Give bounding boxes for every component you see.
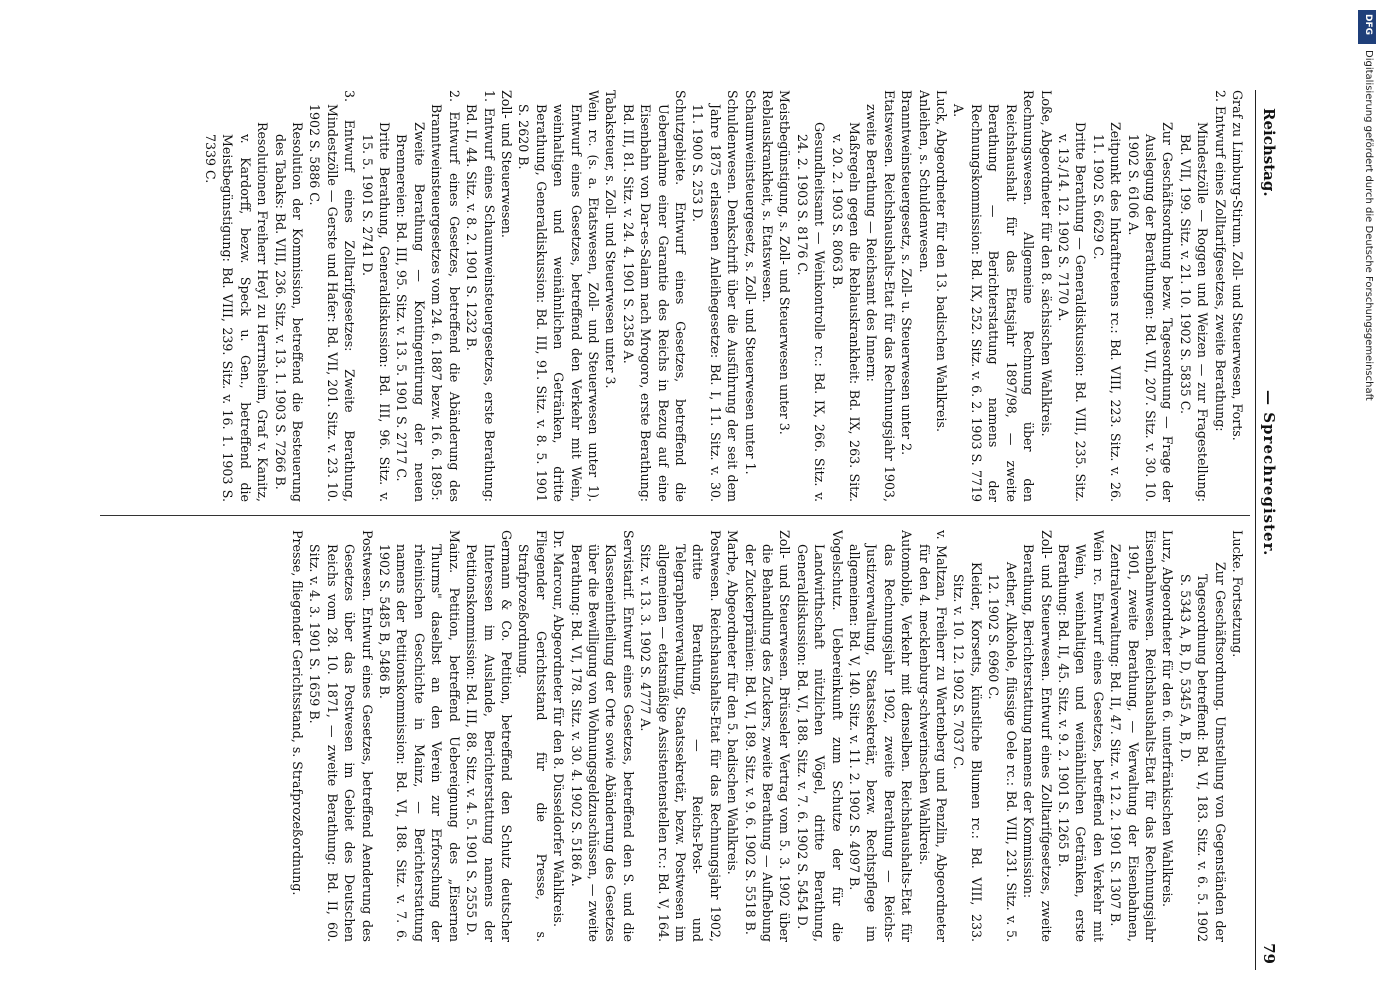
register-entry: 2. Entwurf eines Gesetzes, betreffend die Abänderung des Branntweinsteuergesetzes vom 24. 6. 1887 bezw. 16. 6. 1895: [429, 90, 462, 502]
register-entry: Resolutionen Freiherr Heyl zu Herrnsheim, Graf v. Kanitz, v. Kardorff, bezw. Speck u. Gen., betreffend die Meistbegünstigung: Bd. VIII, 239. Sitz. v. 16. 1. 1903 S. 7339 C. [203, 122, 271, 502]
right-column [96, 530, 1246, 942]
register-entry: Tabaksteuer, s. Zoll- und Steuerwesen unter 3. [603, 90, 619, 389]
register-entry: Wein rc. (s. a. Etatswesen, Zoll- und Steuerwesen unter 1). Entwurf eines Gesetzes, betreffend den Verkehr mit Wein, weinhaltigen und weinähnlichen Getränken, dritte Berathung, Generaldiskussion: Bd. III, 91. Sitz. v. 8. 5. 1901 S. 2620 B. [516, 90, 601, 502]
register-entry: Zweite Berathung — Kontingentirung der neuen Brennereien: Bd. III, 95. Sitz. v. 13. 5. 1901 S. 2717 C. [394, 122, 427, 502]
register-entry: Gesundheitsamt — Weinkontrolle rc.: Bd. IX, 266. Sitz. v. 24. 2. 1903 S. 8176 C. [794, 122, 828, 502]
register-entry: Vogelschutz. Uebereinkunft zum Schutze der für die Landwirthschaft nützlichen Vögel, dritte Berathung, Generaldiskussion: Bd. VI, 188. Sitz. v. 7. 6. 1902 S. 5454 D. [794, 530, 845, 942]
register-entry: v. Maltzan, Freiherr zu Wartenberg und Penzlin, Abgeordneter für den 4. mecklenburg-schwerinschen Wahlkreis. [916, 530, 950, 942]
register-entry: Dr. Marcour, Abgeordneter für den 8. Düsseldorfer Wahlkreis. [551, 530, 567, 927]
credit-text: Digitalisierung gefördert durch die Deutsche Forschungsgemeinschaft [1363, 50, 1374, 401]
register-entry: Branntweinsteuergesetz, s. Zoll- u. Steuerwesen unter 2. [899, 90, 915, 456]
register-entry: Postwesen. Entwurf eines Gesetzes, betreffend Aenderung des Gesetzes über das Postwesen im Gebiet des Deutschen Reichs vom 28. 10. 1871, — zweite Berathung: Bd. II, 60. Sitz. v. 4. 3. 1901 S. 1659 B. [307, 530, 375, 942]
register-entry: Zeitpunkt des Inkrafttretens rc.: Bd. VIII, 223. Sitz. v. 26. 11. 1902 S. 6629 C. [1090, 122, 1124, 502]
register-entry: Schaumweinsteuergesetz, s. Zoll- und Steuerwesen unter 1. [742, 90, 758, 475]
register-entry: Dritte Berathung — Generaldiskussion: Bd. VIII, 235. Sitz. v. 13./14. 12. 1902 S. 7170 A. [1055, 122, 1089, 502]
register-entry: Marbe, Abgeordneter für den 5. badischen Wahlkreis. [725, 530, 741, 875]
register-entry: Zoll- und Steuerwesen. Entwurf eines Zolltarifgesetzes, zweite Berathung, Berichterstattung namens der Kommission: [1021, 530, 1054, 942]
running-header [1255, 90, 1280, 970]
register-entry: Maßregeln gegen die Reblauskrankheit: Bd. IX, 263. Sitz. v. 20. 2. 1903 S. 8063 B. [829, 122, 863, 502]
register-entry: Resolution der Kommission, betreffend die Besteuerung des Tabaks: Bd. VIII, 236. Sitz. v. 13. 1. 1903 S. 7266 B. [272, 122, 306, 502]
register-entry: 3. Entwurf eines Zolltarifgesetzes: Zweite Berathung, Mindestzölle — Gerste und Hafer: Bd. VII, 201. Sitz. v. 23. 10. 1902 S. 5886 C. [307, 90, 358, 502]
register-entry: Presse, fliegender Gerichtsstand, s. Strafprozeßordnung. [290, 530, 306, 896]
register-entry: Wein rc. Entwurf eines Gesetzes, betreffend den Verkehr mit Wein, weinhaltigen und weinähnlichen Getränken, erste Berathung: Bd. II, 45. Sitz. v. 9. 2. 1901 S. 1265 B. [1055, 530, 1106, 942]
register-entry: Zur Geschäftsordnung bezw. Tagesordnung — Frage der Auslegung der Berathungen: Bd. VII, 207. Sitz. v. 30. 10. 1902 S. 6106 A. [1125, 122, 1176, 502]
register-entry: Mainz. Petition, betreffend Uebereignung des „Eisernen Thurms" daselbst an den Verein zur Erforschung der rheinischen Geschichte in Mainz, — Berichterstattung namens der Petitionskommission: Bd. VI, 188. Sitz. v. 7. 6. 1902 S. 5485 B, 5486 B. [377, 530, 462, 942]
digitization-credit [1356, 10, 1380, 990]
register-entry: 2. Entwurf eines Zolltarifgesetzes, zweite Berathung: [1212, 90, 1228, 432]
register-entry: Schutzgebiete. Entwurf eines Gesetzes, betreffend die Uebernahme einer Garantie des Reichs in Bezug auf eine Eisenbahn von Dar-es-Salam nach Mrogoro, erste Berathung: Bd. III, 81. Sitz. v. 24. 4. 1901 S. 2358 A. [620, 90, 688, 502]
register-entry: Eisenbahnwesen. Reichshaushalts-Etat für das Rechnungsjahr 1901, zweite Berathung, — Verwaltung der Eisenbahnen, Zentralverwaltung: Bd. II, 47. Sitz. v. 12. 2. 1901 S. 1307 B. [1108, 530, 1158, 942]
register-entry: Zoll- und Steuerwesen. Brüsseler Vertrag vom 5. 3. 1902 über die Behandlung des Zuckers, zweite Berathung — Aufhebung der Zuckerprämien: Bd. VI, 189. Sitz. v. 9. 6. 1902 S. 5518 B. [742, 530, 793, 942]
rotated-page-content [90, 90, 1280, 970]
register-entry: 1. Entwurf eines Schaumweinsteuergesetzes, erste Berathung: Bd. II, 44. Sitz. v. 8. 2. 1901 S. 1232 B. [464, 90, 497, 502]
header-center: — Sprechregister. [1260, 390, 1278, 557]
register-entry: Lucke. Fortsetzung. [1230, 530, 1245, 658]
register-entry: Aether, Alkohole, flüssige Oele rc.: Bd. VIII, 231. Sitz. v. 5. 12. 1902 S. 6960 C. [986, 562, 1019, 942]
register-entry: Lurz, Abgeordneter für den 6. unterfränkischen Wahlkreis. [1160, 530, 1176, 908]
page-number: 79 [1260, 943, 1278, 964]
register-entry: Fliegender Gerichtsstand für die Presse, s. Strafprozeßordnung. [516, 530, 549, 942]
register-entry: Etatswesen. Reichshaushalts-Etat für das Rechnungsjahr 1903, zweite Berathung — Reichsamt des Innern: [864, 90, 897, 502]
register-entry: Schuldenwesen. Denkschrift über die Ausführung der seit dem Jahre 1875 erlassenen Anleihegesetze: Bd. I, 11. Sitz. v. 30. 11. 1900 S. 253 D. [690, 90, 741, 502]
register-entry: Germann & Co. Petition, betreffend den Schutz deutscher Interessen im Auslande, Berichterstattung namens der Petitionskommission: Bd. III, 88. Sitz. v. 4. 5. 1901 S. 2555 D. [464, 530, 514, 942]
register-entry: Loße, Abgeordneter für den 8. sächsischen Wahlkreis. [1038, 90, 1054, 437]
register-entry: Luck, Abgeordneter für den 13. badischen Wahlkreis. [934, 90, 950, 433]
register-entry: Mindestzölle — Roggen und Weizen — zur Fragestellung: Bd. VII, 199. Sitz. v. 21. 10. 1902 S. 5835 C. [1177, 122, 1211, 502]
header-left: Reichstag. [1260, 108, 1278, 197]
register-entry: Zur Geschäftsordnung. Umstellung von Gegenständen der Tagesordnung betreffend: Bd. VI, 183. Sitz. v. 6. 5. 1902 S. 5343 A, B, D, 5345 A, B, D. [1177, 562, 1228, 942]
register-entry: Rechnungswesen. Allgemeine Rechnung über den Reichshaushalt für das Etatsjahr 1897/98, — zweite Berathung — Berichterstattung namens der Rechnungskommission: Bd. IX, 252. Sitz. v. 6. 2. 1903 S. 7719 A. [951, 90, 1037, 502]
register-entry: Kleider, Korsetts, künstliche Blumen rc.: Bd. VIII, 233. Sitz. v. 10. 12. 1902 S. 7037 C. [951, 562, 984, 942]
dfg-logo: DFG [1358, 10, 1376, 44]
column-divider [100, 515, 1250, 516]
register-entry: Servistarif. Entwurf eines Gesetzes, betreffend den S. und die Klasseneintheilung der Orte sowie Abänderung des Gesetzes über die Bewilligung von Wohnungsgeldzuschüssen, — zweite Berathung: Bd. VI, 178. Sitz. v. 30. 4. 1902 S. 5186 A. [568, 530, 636, 942]
register-entry: Graf zu Limburg-Stirum. Zoll- und Steuerwesen, Forts. [1230, 90, 1245, 441]
register-entry: Zoll- und Steuerwesen. [498, 90, 514, 238]
register-entry: Meistbegünstigung, s. Zoll- und Steuerwesen unter 3. [777, 90, 793, 435]
register-entry: Anleihen, s. Schuldenwesen. [916, 90, 932, 273]
register-entry: Postwesen. Reichshaushalts-Etat für das Rechnungsjahr 1902, dritte Berathung, — Reichs-Post- und Telegraphenverwaltung, Staatssekretär, bezw. Postwesen im allgemeinen — etatsmäßige Assistentenstellen rc.: Bd. V, 164. Sitz. v. 13. 3. 1902 S. 4777 A. [638, 530, 723, 942]
register-entry: Dritte Berathung, Generaldiskussion: Bd. III, 96. Sitz. v. 15. 5. 1901 S. 2741 D. [359, 122, 393, 502]
register-entry: Automobile, Verkehr mit denselben. Reichshaushalts-Etat für das Rechnungsjahr 1902, zweite Berathung — Reichs-Justizverwaltung, Staatssekretär, bezw. Rechtspflege im allgemeinen: Bd. V, 140. Sitz. v. 11. 2. 1902 S. 4097 B. [847, 530, 915, 942]
left-column [96, 90, 1246, 502]
register-entry: Reblauskrankheit, s. Etatswesen. [760, 90, 776, 303]
